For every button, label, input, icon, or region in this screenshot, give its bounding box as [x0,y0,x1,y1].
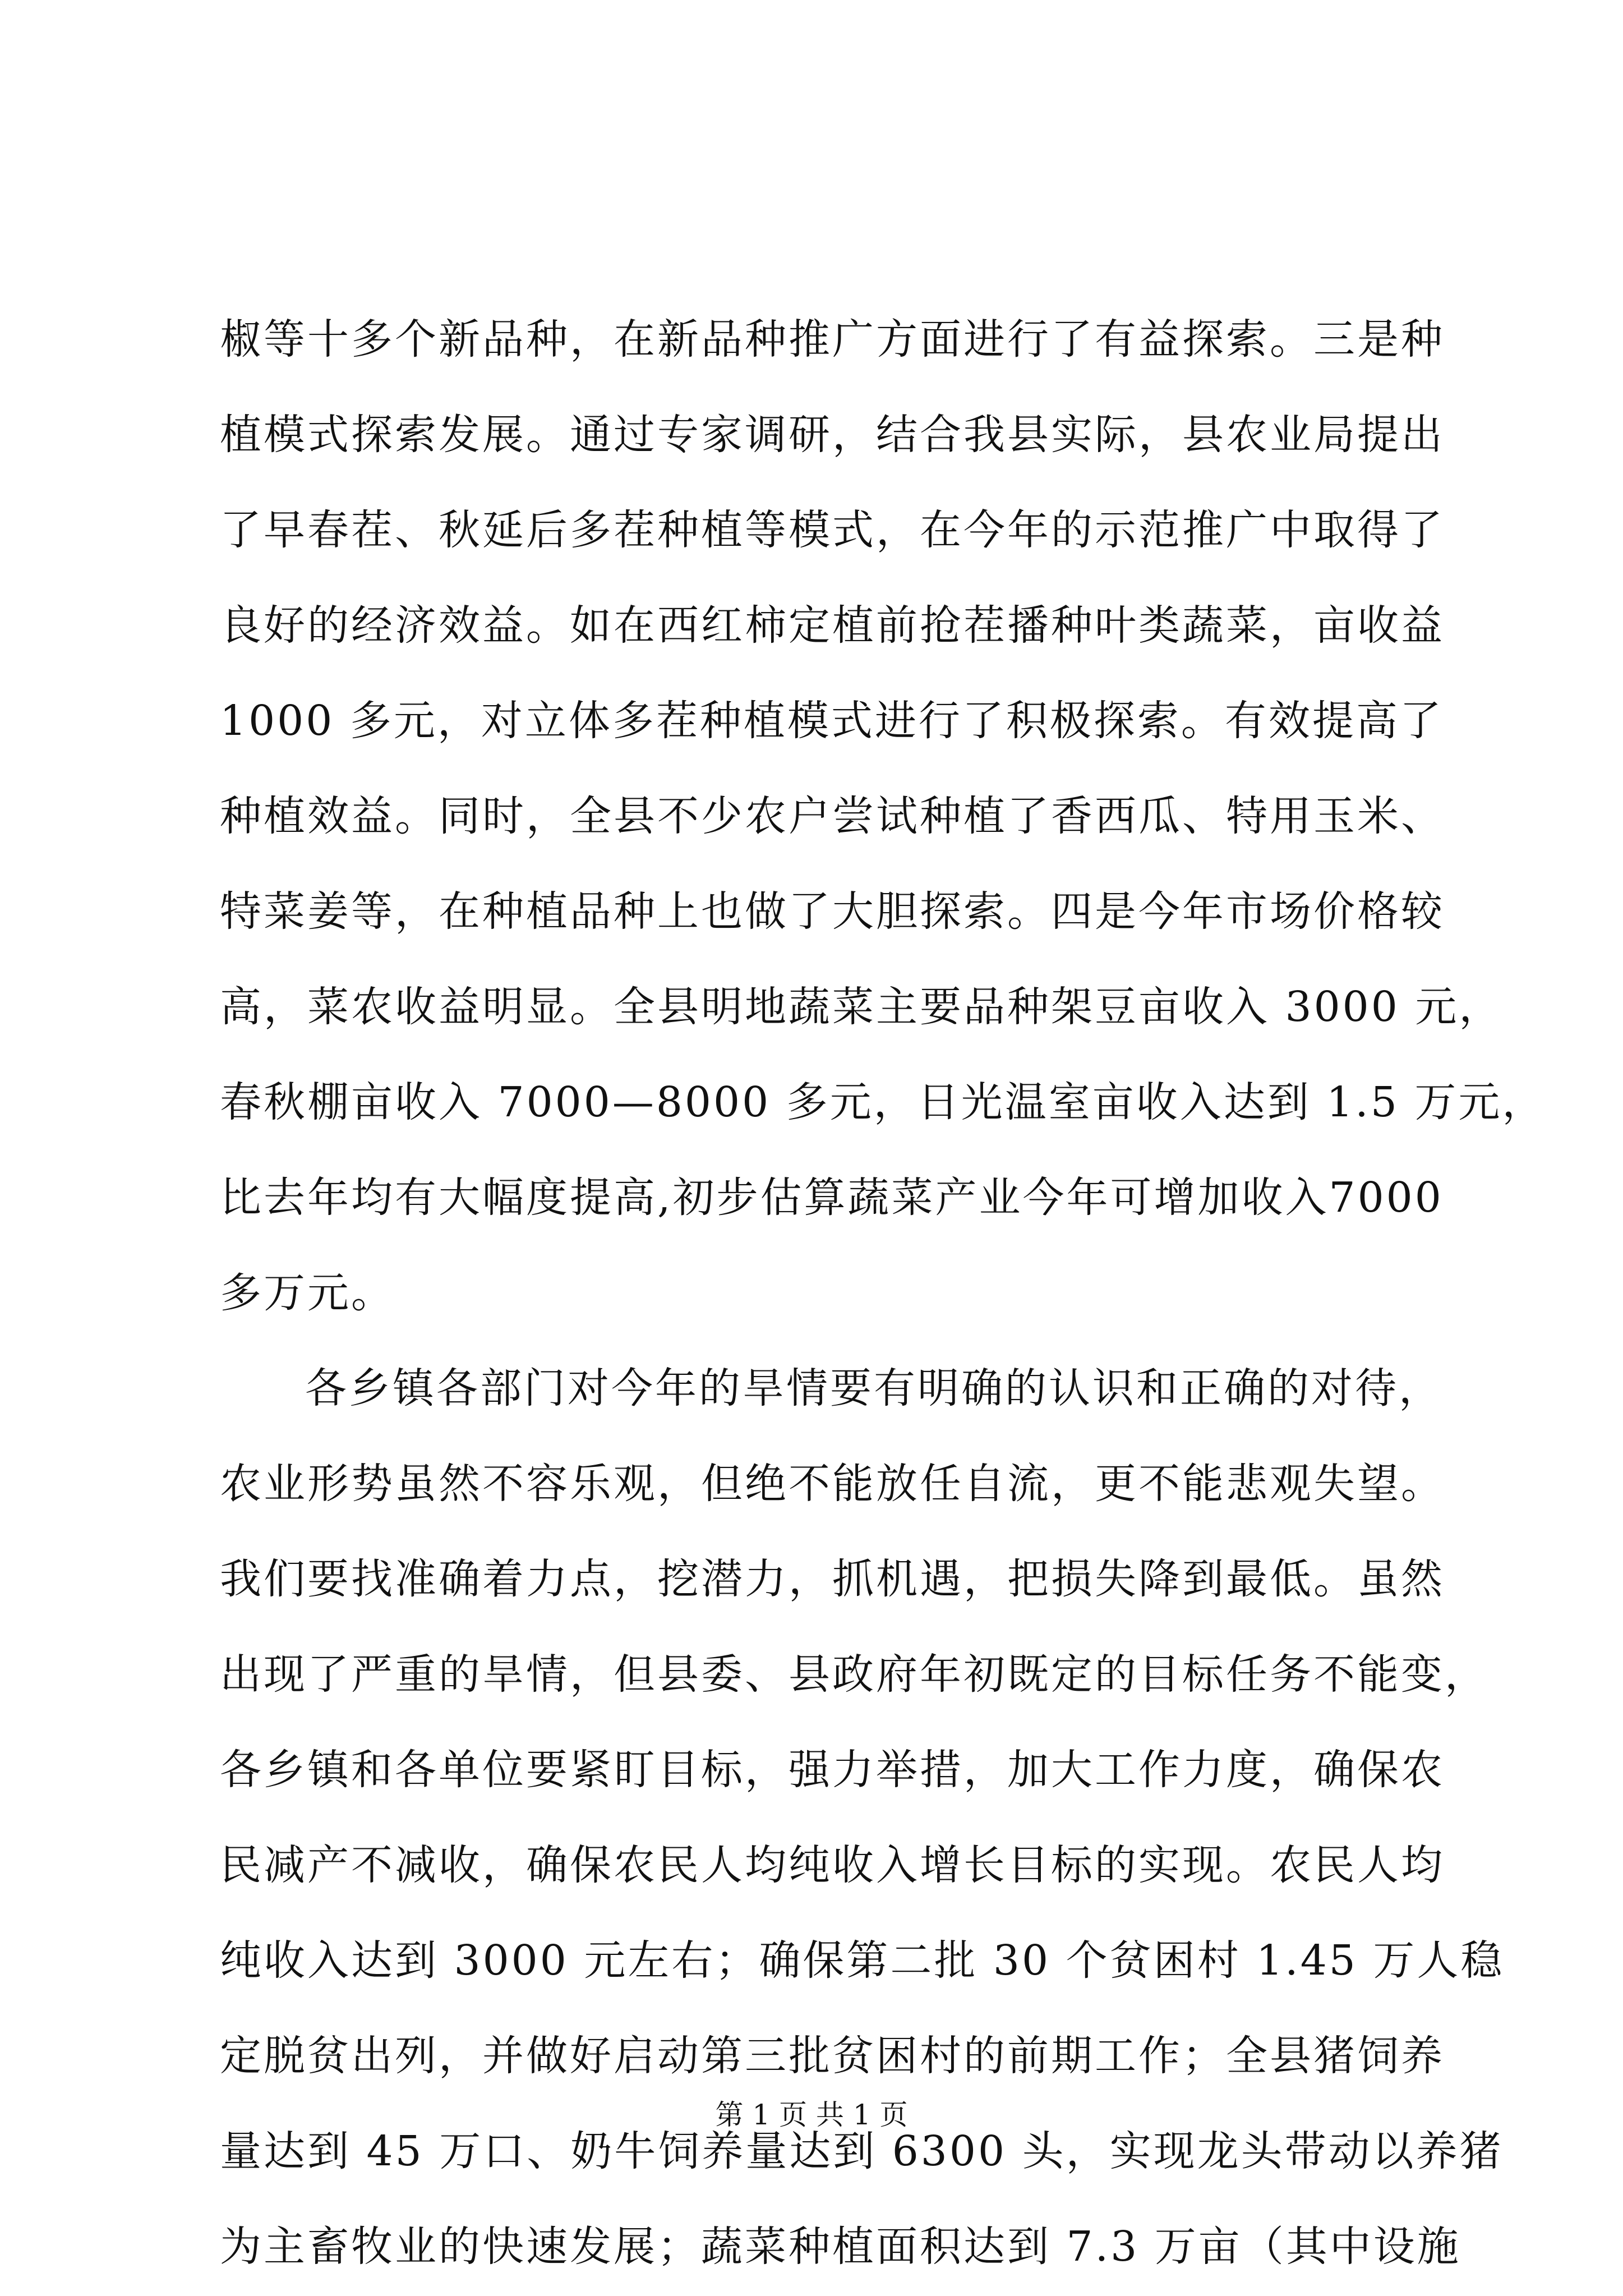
text-line: 纯收入达到 3000 元左右；确保第二批 30 个贫困村 1.45 万人稳 [220,1936,1505,1985]
text-line: 比去年均有大幅度提高,初步估算蔬菜产业今年可增加收入7000 [220,1174,1444,1222]
text-line: 各乡镇和各单位要紧盯目标，强力举措，加大工作力度，确保农 [220,1746,1445,1794]
text-line: 特菜姜等，在种植品种上也做了大胆探索。四是今年市场价格较 [220,887,1445,936]
paragraph-1 [220,292,1546,1341]
text-line: 量达到 45 万口、奶牛饲养量达到 6300 头，实现龙头带动以养猪 [220,2127,1504,2175]
text-line: 种植效益。同时，全县不少农户尝试种植了香西瓜、特用玉米、 [220,792,1445,840]
paragraph-2 [220,1341,1505,2294]
text-line: 农业形势虽然不容乐观，但绝不能放任自流，更不能悲观失望。 [220,1460,1445,1508]
text-line: 春秋棚亩收入 7000—8000 多元，日光温室亩收入达到 1.5 万元， [220,1078,1546,1126]
page-number-label: 第 1 页 共 1 页 [715,2099,908,2131]
document-body [220,292,1546,2294]
text-line: 民减产不减收，确保农民人均纯收入增长目标的实现。农民人均 [220,1841,1445,1889]
text-line: 出现了严重的旱情，但县委、县政府年初既定的目标任务不能变， [220,1650,1488,1699]
text-line: 高，菜农收益明显。全县明地蔬菜主要品种架豆亩收入 3000 元， [220,983,1503,1031]
text-line: 为主畜牧业的快速发展；蔬菜种植面积达到 7.3 万亩（其中设施 [220,2223,1461,2271]
text-line: 多万元。 [220,1269,395,1317]
text-line: 定脱贫出列，并做好启动第三批贫困村的前期工作；全县猪饲养 [220,2032,1445,2080]
text-line: 1000 多元，对立体多茬种植模式进行了积极探索。有效提高了 [220,697,1444,745]
text-line: 我们要找准确着力点，挖潜力，抓机遇，把损失降到最低。虽然 [220,1555,1445,1603]
text-line: 各乡镇各部门对今年的旱情要有明确的认识和正确的对待， [305,1364,1442,1412]
text-line: 植模式探索发展。通过专家调研，结合我县实际，县农业局提出 [220,411,1445,459]
text-line: 椒等十多个新品种，在新品种推广方面进行了有益探索。三是种 [220,315,1445,364]
page-footer [0,2098,1623,2132]
text-line: 良好的经济效益。如在西红柿定植前抢茬播种叶类蔬菜，亩收益 [220,601,1445,650]
text-line: 了早春茬、秋延后多茬种植等模式，在今年的示范推广中取得了 [220,506,1445,554]
